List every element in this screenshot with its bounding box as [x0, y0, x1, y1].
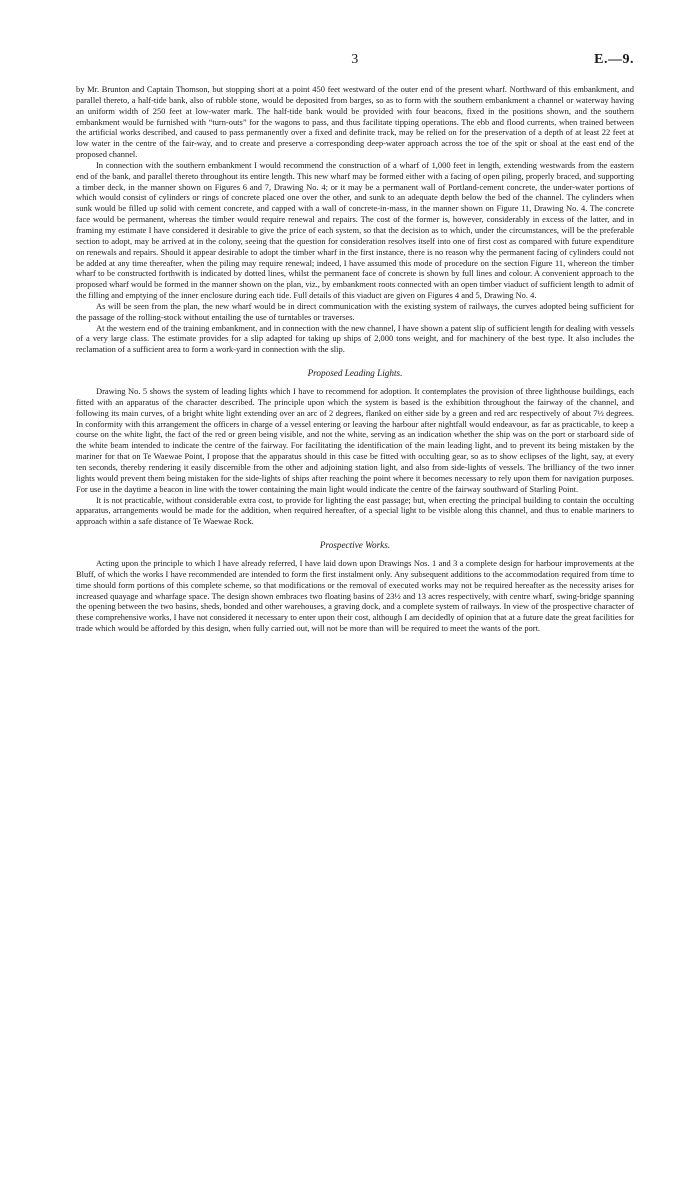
prospective-works-section — [76, 540, 634, 634]
document-page — [76, 52, 634, 634]
body-paragraph: In connection with the southern embankment I would recommend the construction of a wharf of 1,000 feet in length, extending westwards from the eastern end of the bank, and parallel thereto throughout its entire length. This new wharf may be formed either with a facing of open piling, properly braced, and supporting a timber deck, in the manner shown on Figures 6 and 7, Drawing No. 4; or it may be a permanent wall of Portland-cement concrete, the under-water portions of which would consist of cylinders or rings of concrete placed one over the other, and sunk to an adequate depth below the bed of the channel. The cylinders when sunk would be filled up solid with cement concrete, and capped with a wall of concrete-in-mass, in the manner shown on Figure 11, Drawing No. 4. The concrete face would be permanent, whereas the timber would require renewal and repairs. The cost of the former is, however, considerably in excess of the latter, and in framing my estimate I have considered it desirable to give the price of each system, so that the decision as to which, under the circumstances, will be the preferable section to adopt, may be arrived at in the colony, seeing that the question for consideration resolves itself into one of first cost as compared with future expenditure on renewals and repairs. Should it appear desirable to adopt the timber wharf in the first instance, there is no reason why the permanent facing of cylinders could not be added at any time thereafter, when the piling may require renewal; indeed, I have assumed this mode of procedure on the section Figure 11, whereon the timber wharf to be constructed forthwith is indicated by dotted lines, whilst the permanent face of concrete is shown by full lines and colour. A convenient approach to the proposed wharf would be formed in the manner shown on the plan, viz., by embankment roots connected with an open timber viaduct of sufficient length to admit of the filling and emptying of the inner enclosure during each tide. Full details of this viaduct are given on Figures 4 and 5, Drawing No. 4. — [76, 159, 634, 301]
body-paragraph: Drawing No. 5 shows the system of leading lights which I have to recommend for adoption. It contemplates the provision of three lighthouse buildings, each fitted with an apparatus of the character described. The principle upon which the system is based is the exhibition throughout the fairway of the channel, and following its main curves, of a bright white light extending over an arc of 2 degrees, flanked on either side by a green and red arc respectively of about 7½ degrees. In conformity with this arrangement the officers in charge of a vessel entering or leaving the harbour after nightfall would endeavour, as far as practicable, to keep a course on the white light, the fact of the red or green being visible, and not the white, serving as an indication whether the ship was on the port or starboard side of the white beam intended to indicate the centre of the fairway. For facilitating the identification of the main leading light, and to prevent its being mistaken by the mariner for that on Te Waewae Point, I propose that the apparatus should in this case be fitted with occulting gear, so as to show eclipses of the light, say, at every ten seconds, thereby rendering it easily discernible from the other and adjoining station light, and also from side-lights of vessels. The brilliancy of the two inner lights would prevent them being mistaken for the side-lights of ships after reaching the point where it becomes necessary to rely upon them for navigation purposes. For use in the daytime a beacon in line with the tower containing the main light would indicate the centre of the fairway southward of Starling Point. — [76, 386, 634, 494]
section-heading: Prospective Works. — [319, 540, 391, 551]
page-number: 3 — [351, 52, 359, 67]
body-paragraph: Acting upon the principle to which I have already referred, I have laid down upon Drawings Nos. 1 and 3 a complete design for harbour improvements at the Bluff, of which the works I have recommended are intended to form the first instalment only. Any subsequent additions to the accommodation required from time to time should form portions of this complete scheme, so that modifications or the removal of executed works may not be required hereafter as the necessity arises for increased quayage and wharfage space. The design shown embraces two floating basins of 23½ and 13 acres respectively, with centre wharf, swing-bridge spanning the opening between the two basins, sheds, bonded and other warehouses, a graving dock, and a complete system of railways. In view of the prospective character of these comprehensive works, I have not considered it necessary to enter upon their cost, although I am decidedly of opinion that at a future date the great facilities for trade which would be afforded by this design, when fully carried out, will not be more than will be required to meet the wants of the port. — [76, 558, 634, 634]
body-paragraph: by Mr. Brunton and Captain Thomson, but stopping short at a point 450 feet westward of the outer end of the present wharf. Northward of this embankment, and parallel thereto, a half-tide bank, also of rubble stone, would be deposited from barges, so as to form with the southern embankment a channel or waterway having an uniform width of 250 feet at low-water mark. The half-tide bank would be provided with four beacons, fixed in the positions shown, and the southern embankment would be furnished with “turn-outs” for the wagons to pass, and thus facilitate tipping operations. The ebb and flood currents, when trained between the artificial works described, and caused to pass permanently over a fixed and definite track, may be relied on for the preservation of a depth of at least 22 feet at low water in the centre of the fair-way, and to create and preserve a corresponding deep-water approach across the toe of the spit or shoal at the east end of the proposed channel. — [76, 84, 634, 160]
section-heading: Proposed Leading Lights. — [307, 368, 403, 379]
leading-lights-section — [76, 368, 634, 527]
intro-section — [76, 84, 634, 355]
body-paragraph: As will be seen from the plan, the new wharf would be in direct communication with the existing system of railways, the curves adopted being sufficient for the passage of the rolling-stock without entailing the use of turntables or traverses. — [76, 300, 634, 322]
document-reference: E.—9. — [594, 52, 634, 67]
body-paragraph: It is not practicable, without considerable extra cost, to provide for lighting the east passage; but, when erecting the principal building to contain the occulting apparatus, arrangements would be made for the addition, when required hereafter, of a special light to be visible along this channel, and thus to enable mariners to approach within a safe distance of Te Waewae Rock. — [76, 494, 634, 527]
page-header — [76, 52, 634, 72]
body-paragraph: At the western end of the training embankment, and in connection with the new channel, I have shown a patent slip of sufficient length for dealing with vessels of a very large class. The estimate provides for a slip adapted for taking up ships of 2,000 tons weight, and for machinery of the best type. It also includes the reclamation of a sufficient area to form a work-yard in connection with the slip. — [76, 322, 634, 355]
